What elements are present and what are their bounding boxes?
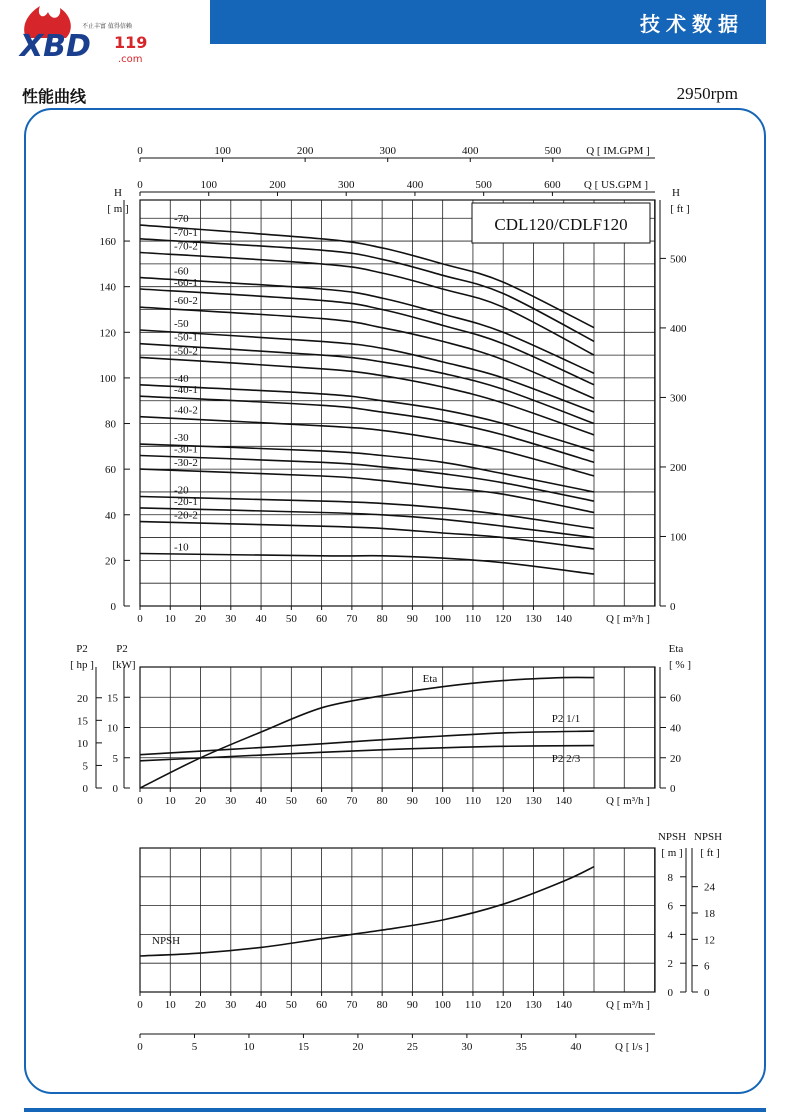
kw-tick-label: 5 [112, 752, 118, 765]
y2-tick-label: 500 [670, 253, 687, 266]
x-tick-label: 130 [525, 795, 542, 807]
npsh-plot-frame [140, 848, 655, 992]
npsh-ft-tick-label: 0 [704, 987, 710, 999]
head-curve-label: -30-2 [174, 457, 198, 470]
x-tick-label: 10 [164, 999, 176, 1011]
x-tick-label: 50 [285, 795, 297, 807]
logo-number: 119 [114, 33, 148, 52]
x-tick-label: 0 [137, 613, 143, 625]
chart-title: CDL120/CDLF120 [494, 215, 628, 234]
x-tick-label: 0 [137, 795, 143, 807]
head-curve-label: -30 [174, 432, 189, 445]
head-curve-label: -50-1 [174, 331, 198, 344]
x-tick-label: 130 [525, 613, 542, 625]
x-tick-label: 60 [316, 999, 328, 1011]
head-curve-label: -40-1 [174, 384, 198, 397]
head-curve [140, 344, 594, 424]
head-curve-label: -70 [174, 213, 189, 226]
y-tick-label: 160 [99, 236, 116, 249]
npsh-curve-label: NPSH [152, 935, 181, 947]
top2-tick-label: 500 [475, 179, 492, 191]
head-curve-label: -50 [174, 318, 189, 331]
x-tick-label: 70 [346, 613, 358, 625]
hp-tick-label: 0 [82, 783, 88, 795]
hp-tick-label: 5 [82, 760, 88, 773]
x-tick-label: 30 [225, 795, 237, 807]
x-tick-label: 100 [434, 613, 451, 625]
head-curve-label: -70-2 [174, 240, 198, 253]
logo-domain: .com [118, 54, 143, 65]
x-tick-label: 80 [376, 795, 388, 807]
npsh-m-axis-unit: [ m ] [661, 847, 683, 859]
head-curve-label: -10 [174, 541, 189, 554]
top1-tick-label: 300 [379, 145, 396, 157]
top2-tick-label: 200 [269, 179, 286, 191]
x-axis-label: Q [ m³/h ] [606, 613, 650, 625]
x-tick-label: 140 [555, 795, 572, 807]
npsh-chart [137, 831, 722, 1053]
top1-tick-label: 200 [296, 145, 314, 157]
x-tick-label: 10 [164, 613, 176, 625]
npsh-m-tick-label: 2 [667, 958, 673, 971]
head-curve-label: -40 [174, 372, 189, 385]
p2-full-curve-label: P2 1/1 [551, 713, 581, 725]
kw-tick-label: 10 [107, 722, 118, 735]
x-tick-label: 140 [555, 999, 572, 1011]
y2-tick-label: 200 [670, 461, 687, 474]
head-curve-label: -20 [174, 484, 189, 497]
head-curve-label: -50-2 [174, 345, 198, 358]
x-tick-label: 100 [434, 795, 451, 807]
top2-axis-label: Q [ US.GPM ] [583, 179, 649, 191]
y-tick-label: 20 [105, 555, 116, 568]
x-tick-label: 0 [137, 999, 143, 1011]
x-tick-label: 20 [195, 795, 207, 807]
y-tick-label: 140 [99, 281, 116, 294]
x-tick-label: 50 [285, 613, 297, 625]
hp-axis-label: P2 [76, 643, 88, 655]
y-tick-label: 60 [105, 464, 116, 477]
head-curve [140, 444, 594, 492]
top2-tick-label: 400 [406, 179, 424, 191]
top2-tick-label: 600 [544, 179, 561, 191]
ls-axis-label: Q [ l/s ] [615, 1041, 649, 1053]
x-tick-label: 40 [255, 613, 267, 625]
y-tick-label: 120 [99, 327, 116, 340]
eta-tick-label: 0 [670, 783, 676, 795]
top2-tick-label: 0 [137, 179, 143, 191]
section-title: 性能曲线 [22, 87, 87, 106]
kw-axis-label: P2 [116, 643, 128, 655]
y2-axis-label: H [672, 187, 680, 199]
y2-tick-label: 300 [670, 392, 687, 405]
head-curve [140, 554, 594, 575]
ls-tick-label: 10 [243, 1041, 255, 1053]
x-tick-label: 70 [346, 999, 358, 1011]
x-axis-label: Q [ m³/h ] [606, 999, 650, 1011]
npsh-ft-tick-label: 12 [704, 934, 715, 947]
rpm-label: 2950rpm [676, 84, 738, 103]
logo-text: XBD [20, 29, 91, 64]
head-curve-label: -70-1 [174, 226, 198, 239]
x-tick-label: 20 [195, 613, 207, 625]
eta-curve-label: Eta [422, 673, 438, 685]
npsh-m-tick-label: 0 [667, 987, 673, 999]
x-tick-label: 140 [555, 613, 572, 625]
head-curve [140, 239, 594, 342]
x-tick-label: 40 [255, 795, 267, 807]
ls-tick-label: 40 [570, 1041, 582, 1053]
x-axis-label: Q [ m³/h ] [606, 795, 650, 807]
head-curve [140, 469, 594, 512]
npsh-m-tick-label: 6 [667, 900, 673, 913]
x-tick-label: 80 [376, 999, 388, 1011]
npsh-ft-tick-label: 18 [704, 907, 715, 920]
head-curve-label: -20-1 [174, 495, 198, 508]
head-curve-label: -40-2 [174, 404, 198, 417]
x-tick-label: 10 [164, 795, 176, 807]
ls-tick-label: 30 [461, 1041, 473, 1053]
x-tick-label: 110 [464, 795, 481, 807]
npsh-ft-axis-unit: [ ft ] [700, 847, 720, 859]
head-curve-label: -60 [174, 265, 189, 278]
hp-tick-label: 15 [77, 715, 88, 728]
top1-tick-label: 500 [544, 145, 562, 157]
x-tick-label: 60 [316, 795, 328, 807]
npsh-ft-axis-label: NPSH [693, 831, 723, 843]
x-tick-label: 100 [434, 999, 451, 1011]
y-tick-label: 0 [110, 601, 116, 613]
y2-tick-label: 400 [670, 322, 687, 335]
x-tick-label: 20 [195, 999, 207, 1011]
hp-tick-label: 10 [77, 737, 88, 750]
y2-tick-label: 100 [670, 531, 687, 544]
x-tick-label: 120 [494, 613, 512, 625]
power-eta-chart [70, 643, 691, 807]
x-tick-label: 80 [376, 613, 388, 625]
x-tick-label: 120 [494, 999, 512, 1011]
top1-tick-label: 400 [462, 145, 479, 157]
top2-tick-label: 100 [200, 179, 217, 191]
ls-tick-label: 35 [515, 1041, 527, 1053]
y-tick-label: 40 [105, 509, 116, 522]
top2-tick-label: 300 [337, 179, 355, 191]
eta-tick-label: 40 [670, 722, 681, 735]
x-tick-label: 30 [225, 613, 237, 625]
eta-tick-label: 20 [670, 752, 681, 765]
x-tick-label: 30 [225, 999, 237, 1011]
kw-tick-label: 0 [112, 783, 118, 795]
npsh-m-axis-label: NPSH [657, 831, 687, 843]
x-tick-label: 40 [255, 999, 267, 1011]
npsh-m-tick-label: 8 [667, 871, 673, 884]
y2-axis-unit: [ ft ] [670, 203, 690, 215]
eta-axis-label: Eta [668, 643, 684, 655]
head-curve-label: -60-2 [174, 295, 198, 308]
ls-tick-label: 0 [137, 1041, 143, 1053]
y2-tick-label: 0 [670, 601, 676, 613]
y-tick-label: 80 [105, 418, 116, 431]
x-tick-label: 110 [464, 999, 481, 1011]
hp-axis-unit: [ hp ] [70, 659, 94, 671]
header-title: 技术数据 [640, 12, 744, 36]
head-curve-label: -20-2 [174, 509, 198, 522]
kw-axis-unit: [kW] [112, 659, 136, 671]
x-tick-label: 110 [464, 613, 481, 625]
head-curve-label: -60-1 [174, 276, 198, 289]
head-curve [140, 522, 594, 549]
ls-tick-label: 5 [191, 1041, 198, 1053]
npsh-m-tick-label: 4 [667, 929, 673, 942]
head-curve [140, 289, 594, 385]
hp-tick-label: 20 [77, 692, 88, 705]
npsh-curve [140, 867, 594, 956]
y-tick-label: 100 [99, 372, 116, 385]
x-tick-label: 120 [494, 795, 512, 807]
top1-axis-label: Q [ IM.GPM ] [586, 145, 650, 157]
kw-tick-label: 15 [107, 692, 118, 705]
x-tick-label: 130 [525, 999, 542, 1011]
x-tick-label: 60 [316, 613, 328, 625]
x-tick-label: 90 [406, 999, 418, 1011]
top1-tick-label: 0 [137, 145, 143, 157]
head-curve-label: -30-1 [174, 443, 198, 456]
power-curve [140, 746, 594, 761]
ls-tick-label: 15 [297, 1041, 309, 1053]
x-tick-label: 70 [346, 795, 358, 807]
p2-twothirds-curve-label: P2 2/3 [551, 753, 581, 765]
head-chart [100, 145, 690, 625]
npsh-ft-tick-label: 24 [704, 881, 715, 894]
eta-axis-unit: [ % ] [669, 659, 691, 671]
eta-tick-label: 60 [670, 692, 681, 705]
y-axis-unit: [ m ] [107, 203, 129, 215]
x-tick-label: 50 [285, 999, 297, 1011]
x-tick-label: 90 [406, 613, 418, 625]
logo-slogan: 不止丰富 值得信赖 [82, 23, 132, 30]
npsh-ft-tick-label: 6 [704, 960, 710, 973]
y-axis-label: H [114, 187, 122, 199]
ls-tick-label: 20 [352, 1041, 364, 1053]
ls-tick-label: 25 [406, 1041, 418, 1053]
x-tick-label: 90 [406, 795, 418, 807]
top1-tick-label: 100 [214, 145, 231, 157]
